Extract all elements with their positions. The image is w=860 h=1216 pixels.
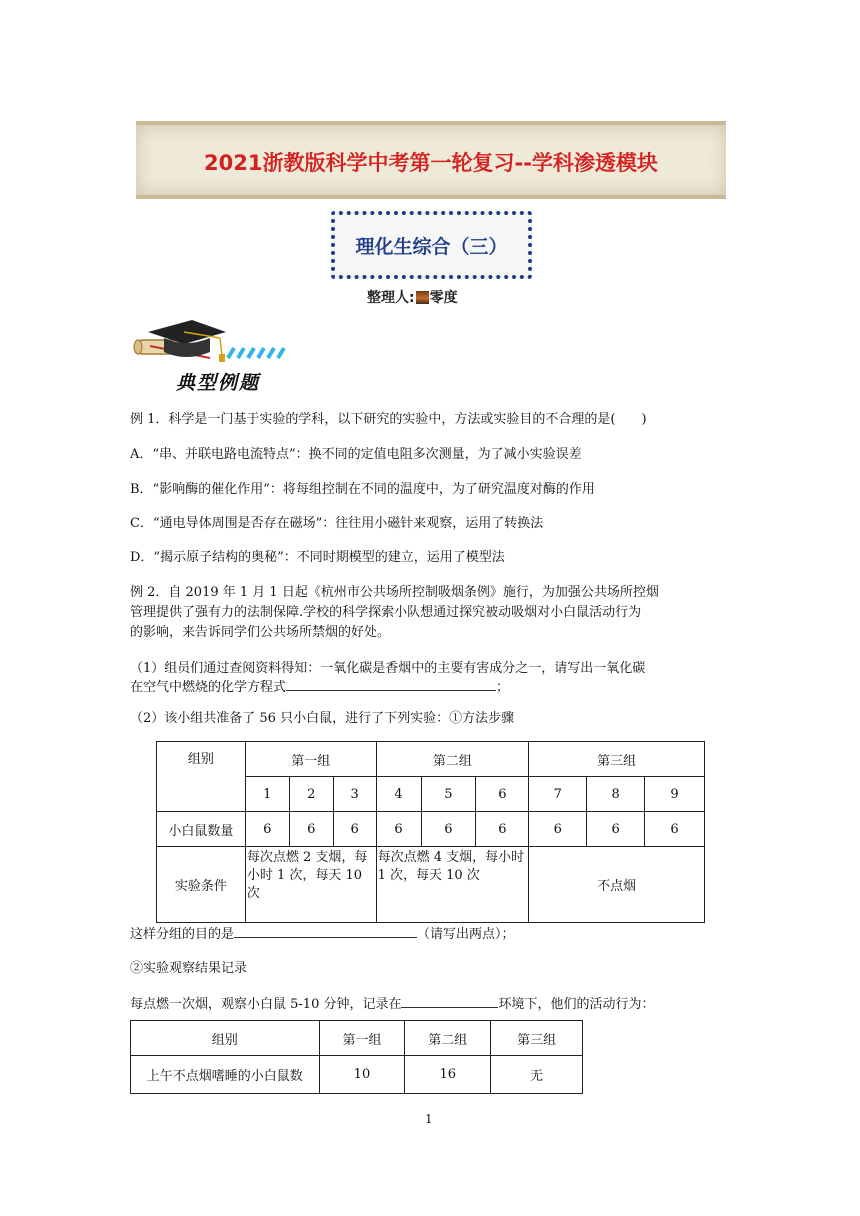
table1-count: 6 (245, 812, 289, 847)
q1-option-d: D．“揭示原子结构的奥秘”：不同时期模型的建立，运用了模型法 (130, 550, 505, 565)
q2-part1-line-2 (130, 677, 509, 698)
table2-header: 第二组 (405, 1021, 491, 1056)
record-suffix: 环境下，他们的活动行为： (498, 997, 655, 1012)
table1-group-1: 第一组 (245, 742, 376, 777)
table1-condition-label: 实验条件 (157, 847, 246, 923)
purpose-suffix: （请写出两点）； (417, 927, 515, 942)
author-line (367, 287, 458, 307)
title-banner (136, 121, 726, 199)
observation-table (130, 1020, 583, 1094)
table2-header: 组别 (131, 1021, 320, 1056)
table1-count-label: 小白鼠数量 (157, 812, 246, 847)
q2-intro-line-3: 的影响，来告诉同学们公共场所禁烟的好处。 (130, 625, 391, 640)
q2-intro-line-1: 例 2．自 2019 年 1 月 1 日起《杭州市公共场所控制吸烟条例》施行，为加强公共场所控烟 (130, 585, 659, 600)
table1-group-3: 第三组 (529, 742, 705, 777)
author-avatar-icon (416, 291, 429, 304)
table1-count: 6 (645, 812, 705, 847)
page-number: 1 (425, 1112, 433, 1126)
table1-count: 6 (529, 812, 587, 847)
table2-value: 无 (491, 1056, 583, 1094)
table1-number: 9 (645, 777, 705, 812)
table1-count: 6 (476, 812, 529, 847)
table2-header: 第一组 (319, 1021, 405, 1056)
section-title-typical-examples: 典型例题 (176, 372, 261, 394)
q1-stem: 例 1．科学是一门基于实验的学科，以下研究的实验中，方法或实验目的不合理的是( ) (130, 412, 647, 427)
table1-condition-group-2: 每次点燃 4 支烟，每小时 1 次，每天 10 次 (376, 847, 529, 923)
table1-condition-group-1: 每次点燃 2 支烟，每小时 1 次，每天 10 次 (245, 847, 376, 923)
purpose-line (130, 924, 515, 945)
q1-option-b: B．“影响酶的催化作用”：将每组控制在不同的温度中，为了研究温度对酶的作用 (130, 482, 595, 497)
table1-number: 1 (245, 777, 289, 812)
author-name: 零度 (429, 290, 458, 306)
table1-condition-group-3: 不点烟 (529, 847, 705, 923)
q2-part1-end: ； (496, 680, 510, 695)
record-prefix: 每点燃一次烟，观察小白鼠 5-10 分钟，记录在 (130, 997, 402, 1012)
purpose-prefix: 这样分组的目的是 (130, 927, 235, 942)
record-title: ②实验观察结果记录 (130, 961, 248, 976)
table1-count: 6 (421, 812, 476, 847)
record-line (130, 994, 655, 1015)
table1-number: 2 (289, 777, 333, 812)
purpose-answer-blank[interactable] (234, 924, 417, 938)
q2-part1-text: 在空气中燃烧的化学方程式 (130, 680, 287, 695)
q2-part2-text: （2）该小组共准备了 56 只小白鼠，进行了下列实验：①方法步骤 (130, 711, 515, 726)
experiment-method-table (156, 741, 705, 923)
table2-value: 10 (319, 1056, 405, 1094)
table1-count: 6 (376, 812, 421, 847)
table1-group-2: 第二组 (376, 742, 529, 777)
table1-count: 6 (333, 812, 376, 847)
table1-number: 5 (421, 777, 476, 812)
q1-option-a: A．“串、并联电路电流特点”：换不同的定值电阻多次测量，为了减小实验误差 (130, 447, 582, 462)
environment-answer-blank[interactable] (401, 994, 498, 1008)
table1-count: 6 (587, 812, 645, 847)
document-subtitle: 理化生综合（三） (355, 236, 508, 258)
table1-number: 7 (529, 777, 587, 812)
table1-number: 3 (333, 777, 376, 812)
table1-number: 6 (476, 777, 529, 812)
q1-option-c: C．“通电导体周围是否存在磁场”：往往用小磁针来观察，运用了转换法 (130, 516, 544, 531)
q2-intro-line-2: 管理提供了强有力的法制保障.学校的科学探索小队想通过探究被动吸烟对小白鼠活动行为 (130, 605, 642, 620)
author-label: 整理人: (367, 290, 415, 306)
table1-number: 8 (587, 777, 645, 812)
document-title: 2021浙教版科学中考第一轮复习--学科渗透模块 (204, 151, 658, 175)
equation-answer-blank[interactable] (286, 677, 496, 691)
table1-count: 6 (289, 812, 333, 847)
table1-group-label: 组别 (157, 742, 246, 812)
table2-value: 16 (405, 1056, 491, 1094)
table2-header: 第三组 (491, 1021, 583, 1056)
subtitle-box (331, 211, 532, 279)
table1-number: 4 (376, 777, 421, 812)
q2-part1-line-1: （1）组员们通过查阅资料得知：一氧化碳是香烟中的主要有害成分之一，请写出一氧化碳 (130, 661, 646, 676)
table2-row-label: 上午不点烟嗜睡的小白鼠数 (131, 1056, 320, 1094)
